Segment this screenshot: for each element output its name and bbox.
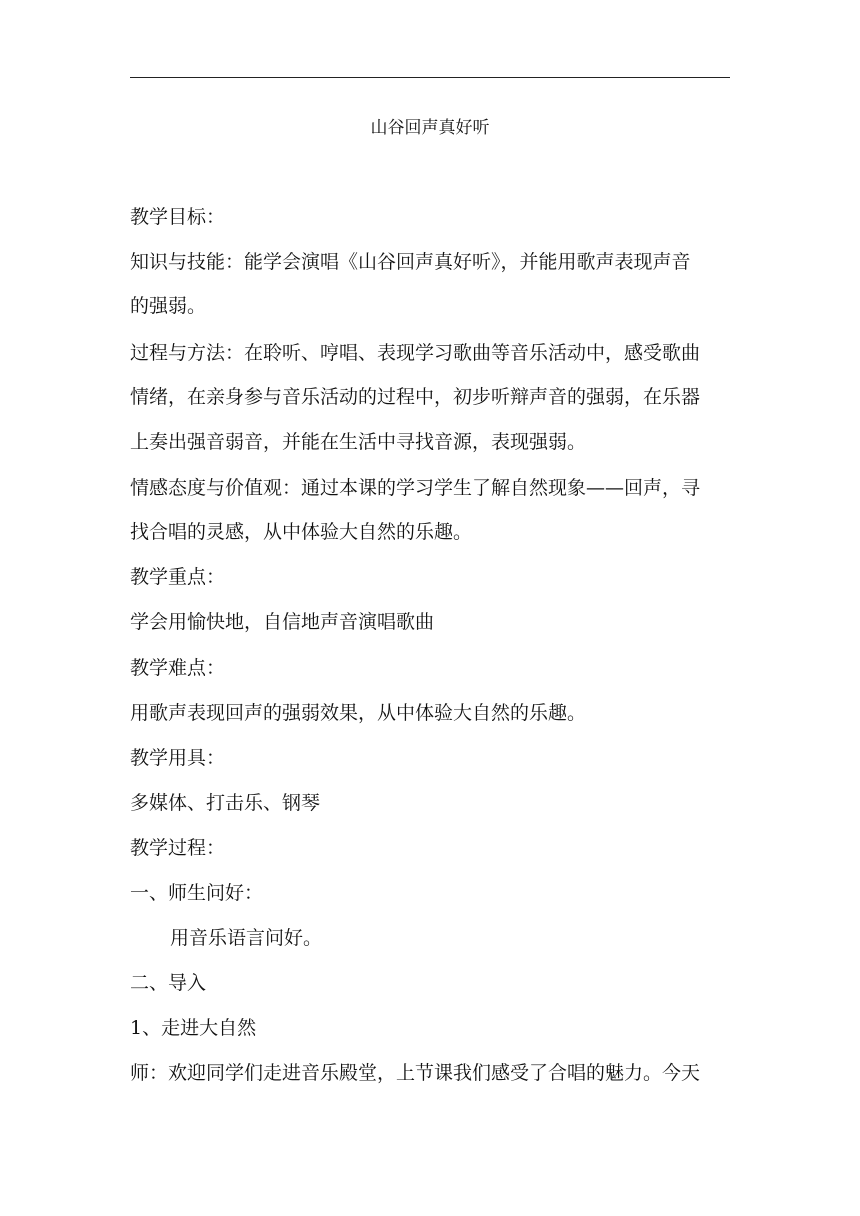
paragraph-line: 上奏出强音弱音，并能在生活中寻找音源，表现强弱。: [130, 431, 587, 453]
section-heading-objectives: 教学目标：: [130, 206, 226, 228]
paragraph-line: 知识与技能：能学会演唱《山谷回声真好听》，并能用歌声表现声音: [130, 251, 691, 273]
header-rule: [130, 77, 730, 78]
paragraph-line: 学会用愉快地，自信地声音演唱歌曲: [130, 611, 435, 633]
section-heading-difficulties: 教学难点：: [130, 657, 226, 679]
paragraph-line: 的强弱。: [130, 295, 207, 317]
document-title: 山谷回声真好听: [370, 118, 490, 138]
paragraph-line: 多媒体、打击乐、钢琴: [130, 792, 321, 814]
paragraph-line: 情绪，在亲身参与音乐活动的过程中，初步听辩声音的强弱，在乐器: [130, 386, 701, 408]
paragraph-line: 找合唱的灵感，从中体验大自然的乐趣。: [130, 521, 473, 543]
paragraph-line: 用音乐语言问好。: [170, 927, 323, 949]
section-heading-key-points: 教学重点：: [130, 566, 226, 588]
paragraph-line: 情感态度与价值观：通过本课的学习学生了解自然现象——回声，寻: [130, 477, 701, 499]
paragraph-line: 过程与方法：在聆听、哼唱、表现学习歌曲等音乐活动中，感受歌曲: [130, 342, 701, 364]
subsection-heading: 二、导入: [130, 972, 207, 994]
section-heading-teaching-process: 教学过程：: [130, 837, 226, 859]
section-heading-teaching-tools: 教学用具：: [130, 747, 226, 769]
subsection-heading: 一、师生问好：: [130, 882, 264, 904]
subsection-heading: 1、走进大自然: [130, 1017, 257, 1039]
paragraph-line: 用歌声表现回声的强弱效果，从中体验大自然的乐趣。: [130, 702, 587, 724]
paragraph-line: 师：欢迎同学们走进音乐殿堂，上节课我们感受了合唱的魅力。今天: [130, 1062, 701, 1084]
